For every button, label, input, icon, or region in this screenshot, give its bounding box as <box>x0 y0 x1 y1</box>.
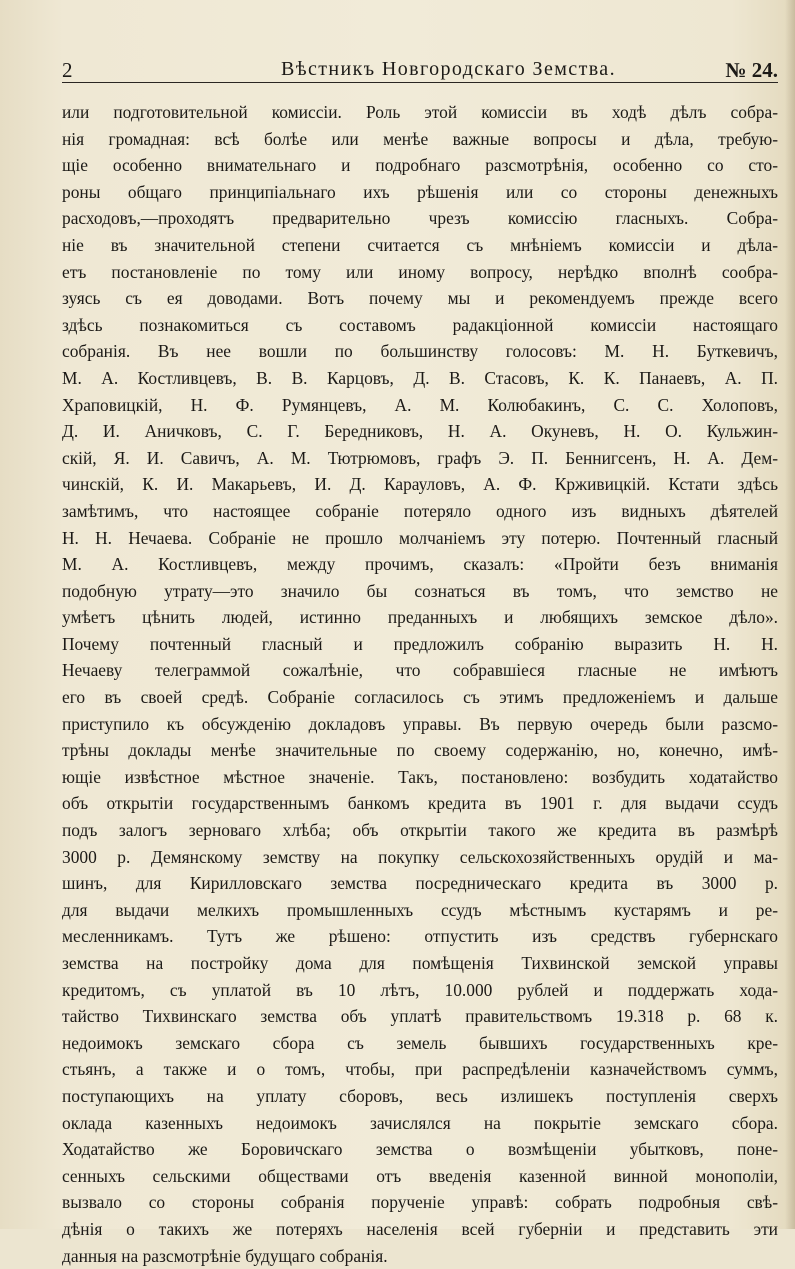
text-line: месленникамъ. Тутъ же рѣшено: отпустить изъ средствъ губернскаго <box>62 926 778 947</box>
text-line: Нечаеву телеграммой сожалѣніе, что собравшіеся гласные не имѣютъ <box>62 660 778 681</box>
text-line: Ходатайство же Боровичскаго земства о возмѣщеніи убытковъ, поне- <box>62 1139 778 1160</box>
text-line: стьянъ, а также и о томъ, чтобы, при распредѣленіи казначействомъ суммъ, <box>62 1059 778 1080</box>
text-line: замѣтимъ, что настоящее собраніе потеряло одного изъ видныхъ дѣятелей <box>62 500 778 521</box>
text-line: чинскій, К. И. Макарьевъ, И. Д. Карауловъ, А. Ф. Крживицкій. Кстати здѣсь <box>62 474 778 495</box>
text-line: умѣетъ цѣнить людей, истинно преданныхъ и любящихъ земское дѣло». <box>62 607 778 628</box>
text-line: подобную утрату—это значило бы сознаться въ томъ, что земство не <box>62 580 778 601</box>
text-line: оклада казенныхъ недоимокъ зачислялся на покрытіе земскаго сбора. <box>62 1112 778 1133</box>
text-line: недоимокъ земскаго сбора съ земель бывшихъ государственныхъ кре- <box>62 1032 778 1053</box>
text-line: Почему почтенный гласный и предложилъ собранію выразить Н. Н. <box>62 633 778 654</box>
text-line: данныя на разсмотрѣніе будущаго собранія. <box>62 1245 388 1266</box>
text-line: роны общаго принципіальнаго ихъ рѣшенія или со стороны денежныхъ <box>62 181 778 202</box>
text-line: расходовъ,—проходятъ предварительно чрезъ комиссію гласныхъ. Собра- <box>62 208 778 229</box>
text-line: поступающихъ на уплату сборовъ, весь излишекъ поступленія сверхъ <box>62 1085 778 1106</box>
text-line: земства на постройку дома для помѣщенія Тихвинской земской управы <box>62 953 778 973</box>
text-line: здѣсь познакомиться съ составомъ радакціонной комиссіи настоящаго <box>62 314 778 335</box>
text-line: собранія. Въ нее вошли по большинству голосовъ: М. Н. Буткевичъ, <box>62 341 778 362</box>
running-header <box>62 58 778 84</box>
text-line: подъ залогъ зерноваго хлѣба; объ открытіи такого же кредита въ размѣрѣ <box>62 820 778 841</box>
text-line: Храповицкій, Н. Ф. Румянцевъ, А. М. Колюбакинъ, С. С. Холоповъ, <box>62 394 778 415</box>
text-line: приступило къ обсужденію докладовъ управы. Въ первую очередь были разсмо- <box>62 713 778 734</box>
text-line: сенныхъ сельскими обществами отъ введенія казенной винной монополіи, <box>62 1165 778 1186</box>
text-line: нія громадная: всѣ болѣе или менѣе важные вопросы и дѣла, требую- <box>62 128 778 149</box>
text-line: шинъ, для Кирилловскаго земства посредническаго кредита въ 3000 р. <box>62 873 778 894</box>
text-line: его въ своей средѣ. Собраніе согласилось съ этимъ предложеніемъ и дальше <box>62 687 778 708</box>
text-line: дѣнія о такихъ же потеряхъ населенія всей губерніи и представить эти <box>62 1218 778 1239</box>
text-line: М. А. Костливцевъ, В. В. Карцовъ, Д. В. Стасовъ, К. К. Панаевъ, А. П. <box>62 367 778 388</box>
text-line: кредитомъ, съ уплатой въ 10 лѣтъ, 10.000 рублей и поддержать хода- <box>62 979 778 1000</box>
text-line: ніе въ значительной степени считается съ мнѣніемъ комиссіи и дѣла- <box>62 234 778 255</box>
header-rule <box>62 82 778 83</box>
text-line: Д. И. Аничковъ, С. Г. Бередниковъ, Н. А. Окуневъ, Н. О. Кульжин- <box>62 421 778 442</box>
text-line: етъ постановленіе по тому или иному вопросу, нерѣдко вполнѣ сообра- <box>62 261 778 282</box>
text-line: щіе особенно внимательнаго и подробнаго разсмотрѣнія, особенно со сто- <box>62 155 778 176</box>
text-line: трѣны доклады менѣе значительные по своему содержанію, но, конечно, имѣ- <box>62 740 778 761</box>
page-number: 2 <box>62 58 73 82</box>
text-line: вызвало со стороны собранія порученіе управѣ: собрать подробныя свѣ- <box>62 1192 778 1213</box>
text-line: зуясь съ ея доводами. Вотъ почему мы и рекомендуемъ прежде всего <box>62 288 778 309</box>
page-edge-shadow <box>785 0 795 1229</box>
text-line: ющіе извѣстное мѣстное значеніе. Такъ, постановлено: возбудить ходатайство <box>62 766 778 787</box>
text-line: М. А. Костливцевъ, между прочимъ, сказалъ: «Пройти безъ вниманія <box>62 554 778 575</box>
article-body <box>62 99 778 1269</box>
text-line: Н. Н. Нечаева. Собраніе не прошло молчаніемъ эту потерю. Почтенный гласный <box>62 527 778 548</box>
text-line: 3000 р. Демянскому земству на покупку сельскохозяйственныхъ орудій и ма- <box>62 846 778 867</box>
text-line: или подготовительной комиссіи. Роль этой комиссіи въ ходѣ дѣлъ собра- <box>62 102 778 122</box>
issue-number: № 24. <box>725 58 778 82</box>
text-line: для выдачи мелкихъ промышленныхъ ссудъ мѣстнымъ кустарямъ и ре- <box>62 899 778 920</box>
text-line: скій, Я. И. Савичъ, А. М. Тютрюмовъ, графъ Э. П. Беннигсенъ, Н. А. Дем- <box>62 447 778 468</box>
text-line: тайство Тихвинскаго земства объ уплатѣ правительствомъ 19.318 р. 68 к. <box>62 1006 778 1027</box>
text-line: объ открытіи государственнымъ банкомъ кредита въ 1901 г. для выдачи ссудъ <box>62 793 778 814</box>
journal-title: Вѣстникъ Новгородскаго Земства. <box>281 58 616 80</box>
